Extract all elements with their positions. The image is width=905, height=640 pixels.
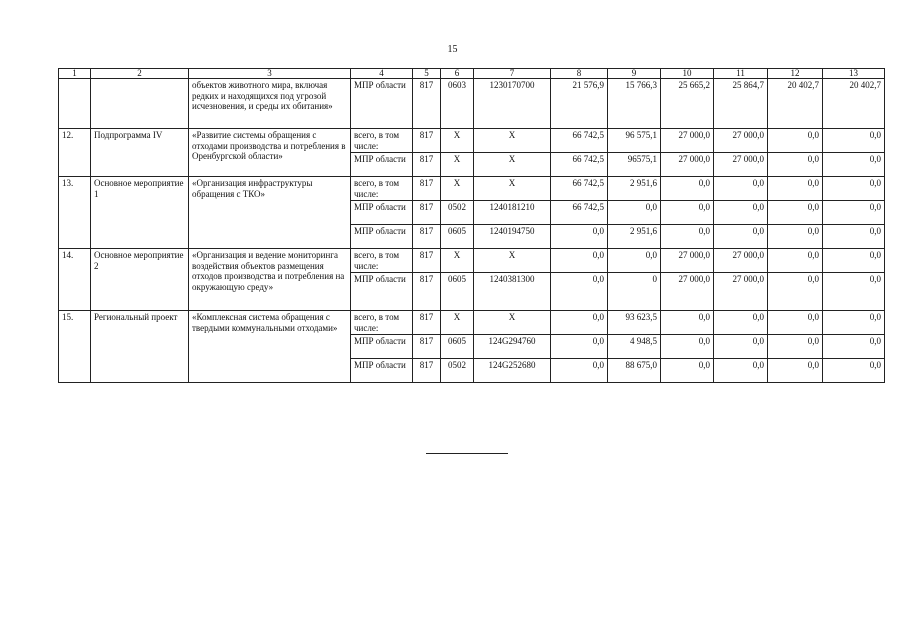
row-value: 0,0 <box>768 311 823 335</box>
col-header: 5 <box>413 69 441 79</box>
page-number: 15 <box>447 44 458 55</box>
row-value: 0,0 <box>661 201 714 225</box>
col-header: 3 <box>189 69 351 79</box>
row-value: 0,0 <box>551 249 608 273</box>
row-section: 0605 <box>441 335 474 359</box>
row-item-name: Основное мероприятие 1 <box>91 177 189 249</box>
row-value: 0,0 <box>714 359 768 383</box>
row-value: 0,0 <box>551 359 608 383</box>
row-value: 0,0 <box>714 177 768 201</box>
row-value: 0,0 <box>714 335 768 359</box>
row-description: «Развитие системы обращения с отходами производства и потребления в Оренбургской области» <box>189 129 351 177</box>
row-value: 27 000,0 <box>661 273 714 311</box>
budget-table <box>58 68 885 383</box>
row-value: 0,0 <box>661 359 714 383</box>
row-description: объектов животного мира, включая редких и находящихся под угрозой исчезновения, и среды их обитания» <box>189 79 351 129</box>
row-source: МПР области <box>351 201 413 225</box>
row-source: всего, в том числе: <box>351 249 413 273</box>
row-target: Х <box>474 129 551 153</box>
closing-rule <box>426 453 508 454</box>
row-value: 0,0 <box>768 177 823 201</box>
row-value: 25 665,2 <box>661 79 714 129</box>
row-section: 0502 <box>441 359 474 383</box>
row-description: «Организация и ведение мониторинга воздействия объектов размещения отходов производства и потребления на окружающую среду» <box>189 249 351 311</box>
row-value: 93 623,5 <box>608 311 661 335</box>
row-item-name: Основное мероприятие 2 <box>91 249 189 311</box>
col-header: 13 <box>823 69 885 79</box>
row-section: Х <box>441 177 474 201</box>
row-section: Х <box>441 153 474 177</box>
row-number: 13. <box>59 177 91 249</box>
table-row <box>59 129 885 153</box>
row-value: 0,0 <box>823 129 885 153</box>
col-header: 8 <box>551 69 608 79</box>
row-value: 0,0 <box>768 201 823 225</box>
row-number <box>59 79 91 129</box>
row-value: 0,0 <box>551 335 608 359</box>
row-value: 21 576,9 <box>551 79 608 129</box>
row-value: 0,0 <box>768 129 823 153</box>
row-value: 0,0 <box>551 273 608 311</box>
row-description: «Организация инфраструктуры обращения с ТКО» <box>189 177 351 249</box>
row-value: 66 742,5 <box>551 177 608 201</box>
row-target: Х <box>474 153 551 177</box>
row-target: 124G294760 <box>474 335 551 359</box>
row-value: 27 000,0 <box>714 249 768 273</box>
row-value: 0,0 <box>714 201 768 225</box>
row-value: 20 402,7 <box>823 79 885 129</box>
row-target: 1240194750 <box>474 225 551 249</box>
row-value: 0,0 <box>661 177 714 201</box>
column-number-row <box>59 69 885 79</box>
row-section: 0605 <box>441 273 474 311</box>
row-target: Х <box>474 177 551 201</box>
row-code: 817 <box>413 273 441 311</box>
row-value: 4 948,5 <box>608 335 661 359</box>
row-section: 0605 <box>441 225 474 249</box>
col-header: 9 <box>608 69 661 79</box>
row-number: 12. <box>59 129 91 177</box>
row-code: 817 <box>413 335 441 359</box>
row-code: 817 <box>413 201 441 225</box>
row-source: МПР области <box>351 153 413 177</box>
row-code: 817 <box>413 79 441 129</box>
row-value: 0,0 <box>551 225 608 249</box>
row-value: 0,0 <box>823 177 885 201</box>
row-value: 0 <box>608 273 661 311</box>
col-header: 11 <box>714 69 768 79</box>
col-header: 4 <box>351 69 413 79</box>
row-code: 817 <box>413 129 441 153</box>
row-section: Х <box>441 249 474 273</box>
row-target: Х <box>474 249 551 273</box>
row-value: 96575,1 <box>608 153 661 177</box>
row-target: 1240381300 <box>474 273 551 311</box>
row-value: 27 000,0 <box>661 249 714 273</box>
row-value: 0,0 <box>823 273 885 311</box>
row-code: 817 <box>413 177 441 201</box>
row-item-name: Региональный проект <box>91 311 189 383</box>
row-code: 817 <box>413 153 441 177</box>
row-code: 817 <box>413 225 441 249</box>
row-code: 817 <box>413 249 441 273</box>
row-number: 14. <box>59 249 91 311</box>
col-header: 1 <box>59 69 91 79</box>
row-description: «Комплексная система обращения с твердыми коммунальными отходами» <box>189 311 351 383</box>
row-section: Х <box>441 129 474 153</box>
col-header: 6 <box>441 69 474 79</box>
row-value: 0,0 <box>714 311 768 335</box>
row-value: 27 000,0 <box>661 153 714 177</box>
col-header: 10 <box>661 69 714 79</box>
row-source: всего, в том числе: <box>351 177 413 201</box>
table-row <box>59 311 885 335</box>
row-value: 0,0 <box>661 225 714 249</box>
row-value: 88 675,0 <box>608 359 661 383</box>
row-number: 15. <box>59 311 91 383</box>
row-item-name: Подпрограмма IV <box>91 129 189 177</box>
row-value: 27 000,0 <box>714 153 768 177</box>
row-value: 27 000,0 <box>661 129 714 153</box>
row-value: 25 864,7 <box>714 79 768 129</box>
row-section: 0502 <box>441 201 474 225</box>
row-value: 0,0 <box>768 335 823 359</box>
row-target: 124G252680 <box>474 359 551 383</box>
row-target: 1230170700 <box>474 79 551 129</box>
row-value: 15 766,3 <box>608 79 661 129</box>
row-value: 66 742,5 <box>551 129 608 153</box>
row-item-name <box>91 79 189 129</box>
row-value: 0,0 <box>608 201 661 225</box>
row-value: 2 951,6 <box>608 177 661 201</box>
row-value: 0,0 <box>661 335 714 359</box>
row-value: 0,0 <box>714 225 768 249</box>
row-value: 0,0 <box>768 273 823 311</box>
row-source: МПР области <box>351 225 413 249</box>
row-code: 817 <box>413 359 441 383</box>
row-value: 0,0 <box>768 249 823 273</box>
row-code: 817 <box>413 311 441 335</box>
col-header: 2 <box>91 69 189 79</box>
row-value: 27 000,0 <box>714 273 768 311</box>
row-source: МПР области <box>351 79 413 129</box>
row-source: всего, в том числе: <box>351 311 413 335</box>
row-target: 1240181210 <box>474 201 551 225</box>
row-value: 66 742,5 <box>551 153 608 177</box>
row-value: 0,0 <box>823 225 885 249</box>
row-value: 0,0 <box>823 201 885 225</box>
row-value: 0,0 <box>823 359 885 383</box>
table-row <box>59 249 885 273</box>
row-value: 27 000,0 <box>714 129 768 153</box>
row-value: 0,0 <box>823 311 885 335</box>
row-source: всего, в том числе: <box>351 129 413 153</box>
row-value: 0,0 <box>768 225 823 249</box>
row-value: 0,0 <box>608 249 661 273</box>
row-target: Х <box>474 311 551 335</box>
row-source: МПР области <box>351 335 413 359</box>
row-value: 96 575,1 <box>608 129 661 153</box>
table-row <box>59 79 885 129</box>
row-value: 0,0 <box>768 359 823 383</box>
row-section: 0603 <box>441 79 474 129</box>
row-value: 0,0 <box>823 249 885 273</box>
row-value: 0,0 <box>823 153 885 177</box>
row-value: 0,0 <box>768 153 823 177</box>
row-value: 66 742,5 <box>551 201 608 225</box>
row-section: Х <box>441 311 474 335</box>
col-header: 12 <box>768 69 823 79</box>
row-value: 0,0 <box>551 311 608 335</box>
table-row <box>59 177 885 201</box>
row-value: 2 951,6 <box>608 225 661 249</box>
row-value: 0,0 <box>823 335 885 359</box>
row-value: 20 402,7 <box>768 79 823 129</box>
row-source: МПР области <box>351 273 413 311</box>
row-source: МПР области <box>351 359 413 383</box>
col-header: 7 <box>474 69 551 79</box>
row-value: 0,0 <box>661 311 714 335</box>
